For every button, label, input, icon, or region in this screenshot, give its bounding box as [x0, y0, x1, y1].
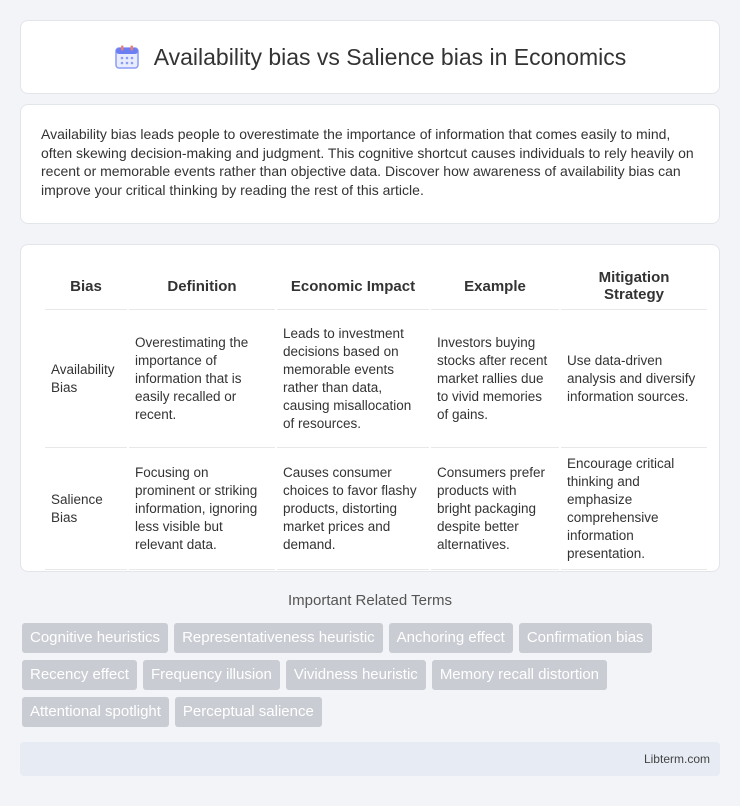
related-term-tag[interactable]: Vividness heuristic: [286, 660, 426, 690]
table-header-row: [45, 265, 707, 310]
comparison-table: [43, 265, 709, 570]
comparison-table-card: [20, 244, 720, 572]
calendar-icon: [114, 44, 140, 70]
intro-card: [20, 104, 720, 224]
related-term-tag[interactable]: Attentional spotlight: [22, 697, 169, 727]
table-cell: Consumers prefer products with bright packaging despite better alternatives.: [431, 448, 559, 570]
related-term-tag[interactable]: Perceptual salience: [175, 697, 322, 727]
table-row: [45, 448, 707, 570]
table-cell: Overestimating the importance of information that is easily recalled or recent.: [129, 310, 275, 448]
table-cell: Encourage critical thinking and emphasize comprehensive information presentation.: [561, 448, 707, 570]
header-example: Example: [431, 265, 559, 310]
related-term-tag[interactable]: Frequency illusion: [143, 660, 280, 690]
header-bias: Bias: [45, 265, 127, 310]
page-title: Availability bias vs Salience bias in Economics: [153, 43, 627, 70]
related-term-tag[interactable]: Recency effect: [22, 660, 137, 690]
footer-link[interactable]: Libterm.com: [643, 752, 710, 766]
table-cell: Investors buying stocks after recent market rallies due to vivid memories of gains.: [431, 310, 559, 448]
intro-text: Availability bias leads people to overestimate the importance of information that comes easily to mind, often skewing decision-making and judgment. This cognitive shortcut causes individuals to rely heavily on recent or memorable events rather than objective data. Discover how awareness of availability bias can improve your critical thinking by reading the rest of this article.: [41, 126, 694, 198]
related-terms-title: Important Related Terms: [288, 592, 452, 609]
table-cell: Focusing on prominent or striking information, ignoring less visible but relevant data.: [129, 448, 275, 570]
related-term-tag[interactable]: Memory recall distortion: [432, 660, 607, 690]
table-cell: Causes consumer choices to favor flashy products, distorting market prices and demand.: [277, 448, 429, 570]
related-term-tag[interactable]: Cognitive heuristics: [22, 623, 168, 653]
table-cell: Use data-driven analysis and diversify information sources.: [561, 310, 707, 448]
table-cell: Salience Bias: [45, 448, 127, 570]
header-card: [20, 20, 720, 94]
related-terms-list: [22, 623, 722, 727]
related-term-tag[interactable]: Confirmation bias: [519, 623, 652, 653]
table-cell: Leads to investment decisions based on memorable events rather than data, causing misallocation of resources.: [277, 310, 429, 448]
related-term-tag[interactable]: Representativeness heuristic: [174, 623, 383, 653]
table-row: [45, 310, 707, 448]
header-mitigation-strategy: Mitigation Strategy: [561, 265, 707, 310]
header-definition: Definition: [129, 265, 275, 310]
table-cell: Availability Bias: [45, 310, 127, 448]
related-term-tag[interactable]: Anchoring effect: [389, 623, 513, 653]
footer: [20, 742, 720, 776]
header-economic-impact: Economic Impact: [277, 265, 429, 310]
